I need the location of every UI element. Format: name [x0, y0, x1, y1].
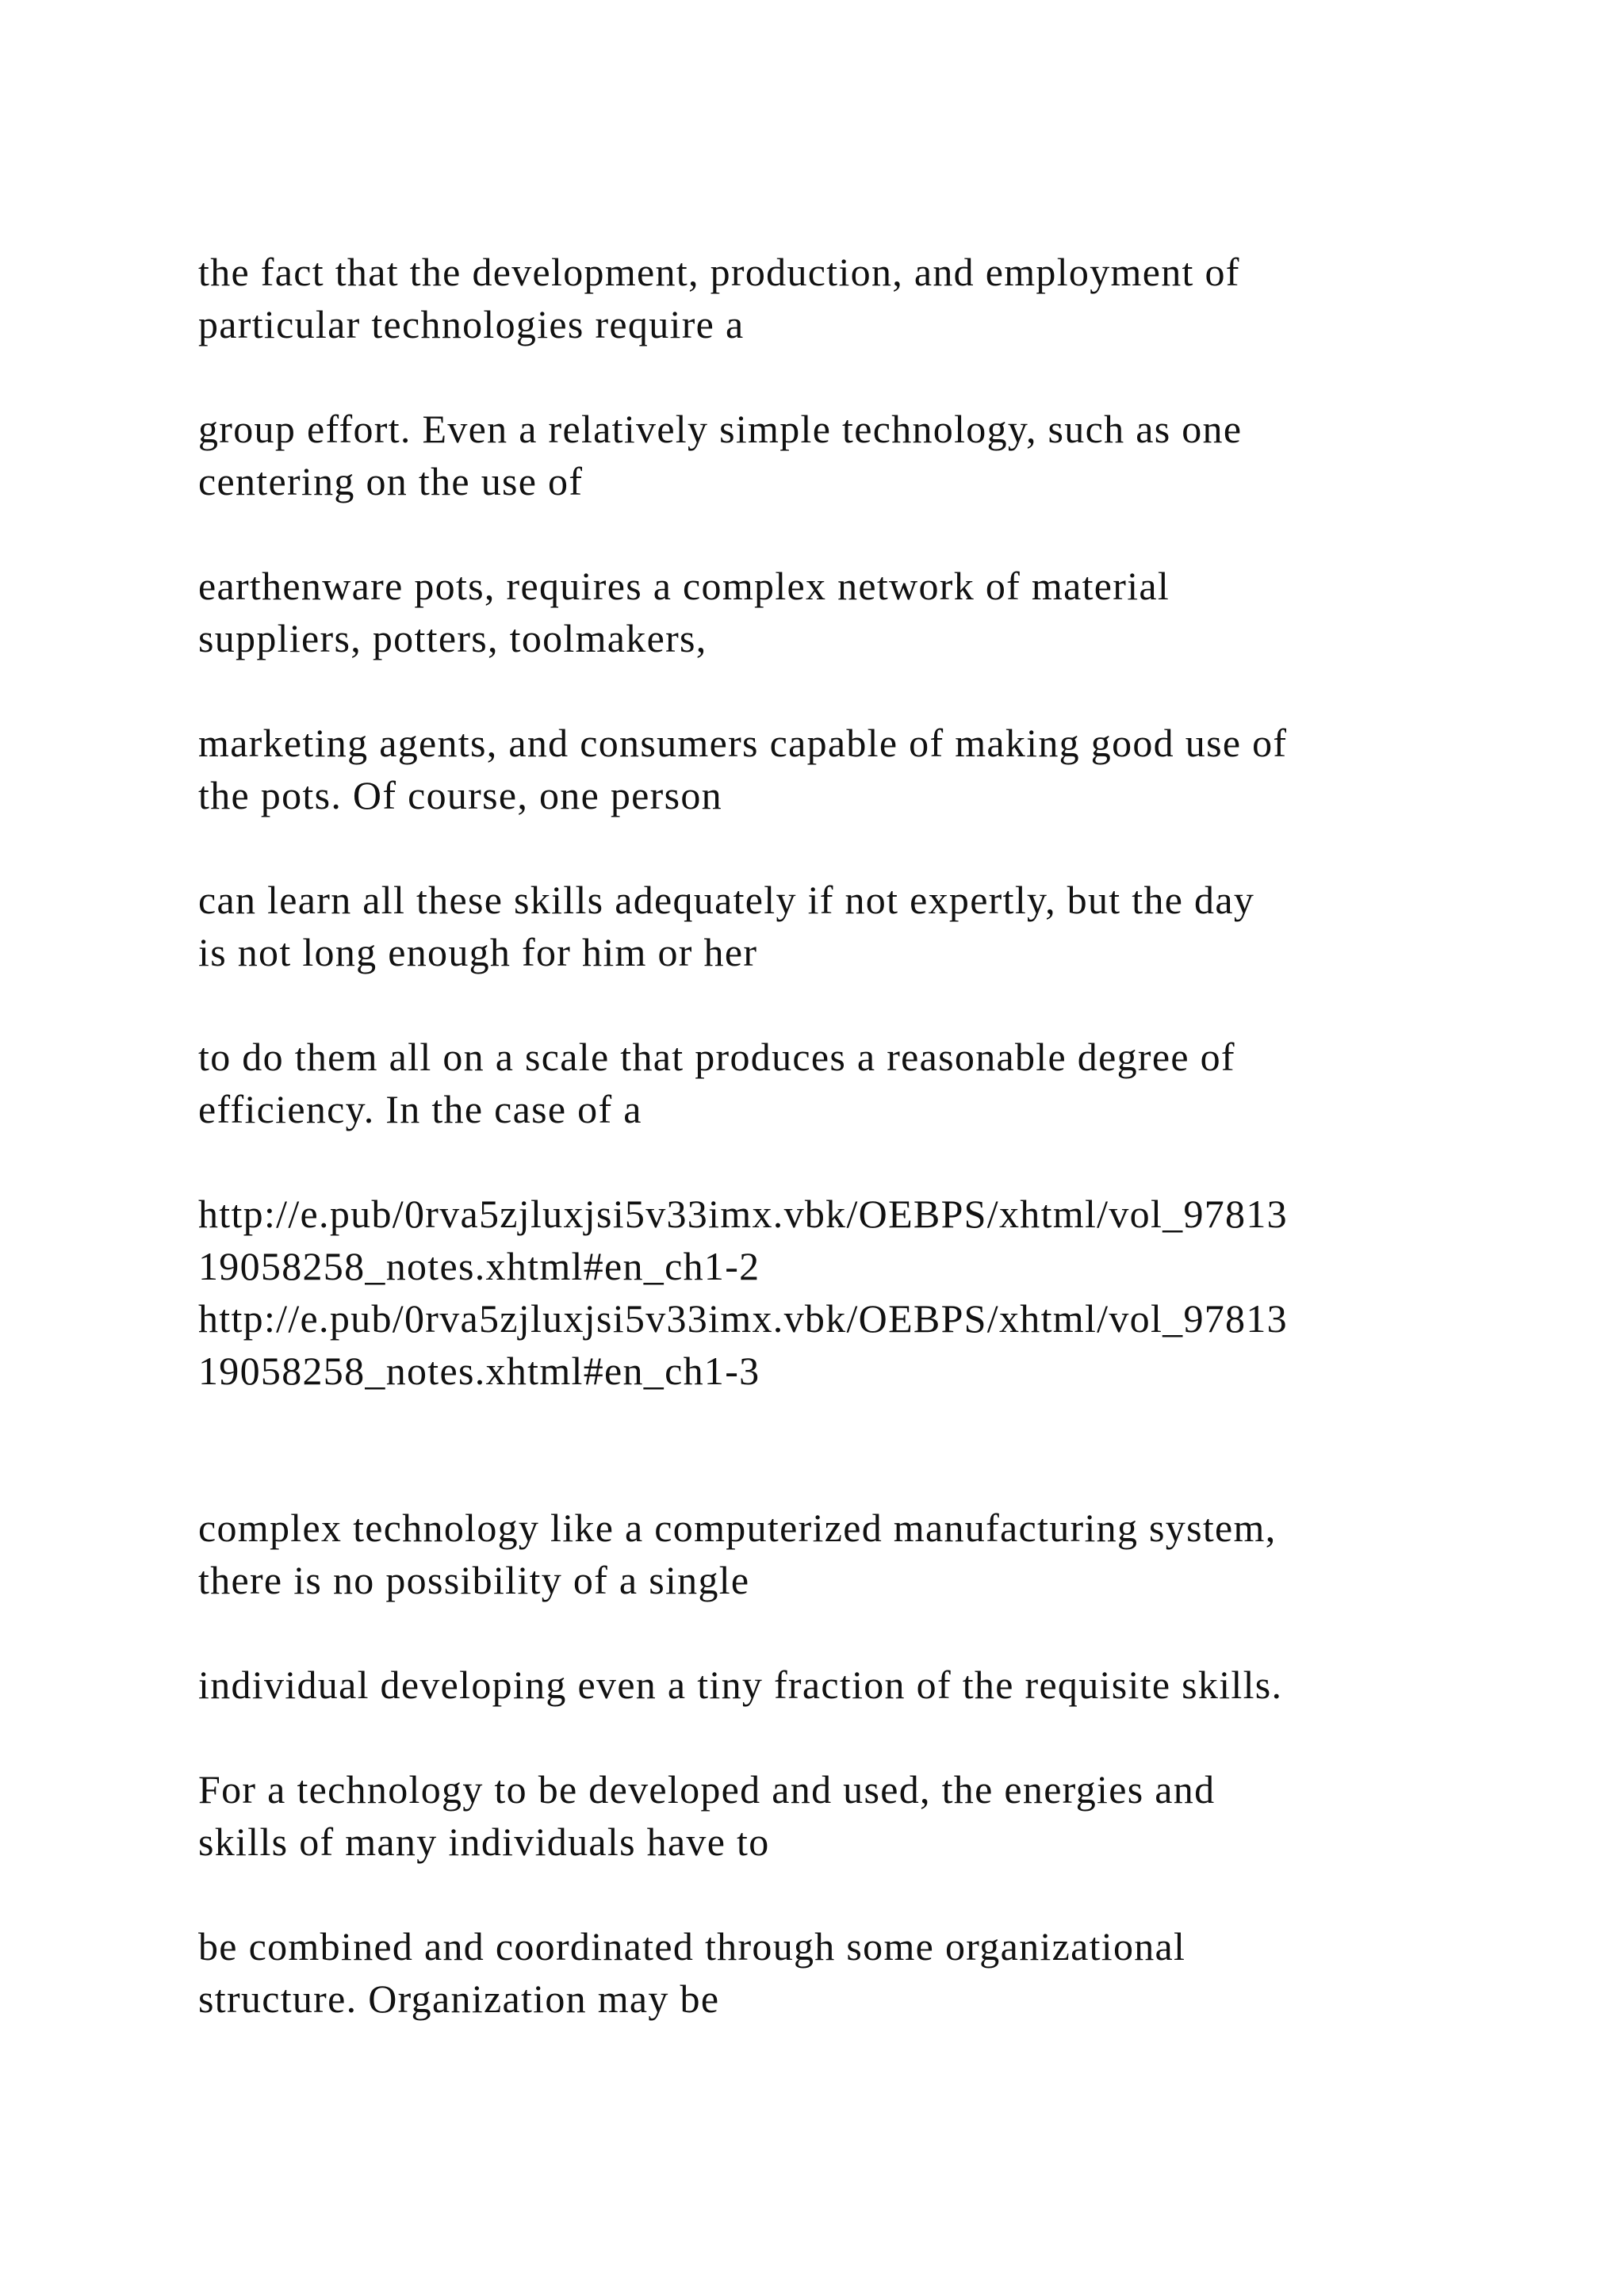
text-line: earthenware pots, requires a complex network of material	[198, 564, 1170, 608]
note-link-line: http://e.pub/0rva5zjluxjsi5v33imx.vbk/OEBPS/xhtml/vol_97813	[198, 1192, 1288, 1236]
text-line: skills of many individuals have to	[198, 1820, 770, 1864]
text-line: centering on the use of	[198, 459, 584, 503]
text-line: efficiency. In the case of a	[198, 1087, 642, 1131]
text-line: the fact that the development, production, and employment of	[198, 250, 1240, 294]
paragraph-2	[198, 403, 1507, 507]
text-line: For a technology to be developed and used, the energies and	[198, 1767, 1216, 1812]
text-line: be combined and coordinated through some organizational	[198, 1924, 1186, 1969]
paragraph-1	[198, 246, 1507, 350]
paragraph-4	[198, 717, 1507, 821]
text-line: suppliers, potters, toolmakers,	[198, 616, 707, 660]
text-line: there is no possibility of a single	[198, 1558, 750, 1602]
paragraph-8	[198, 1659, 1507, 1711]
text-line: marketing agents, and consumers capable of making good use of	[198, 721, 1288, 765]
paragraph-3	[198, 560, 1507, 664]
paragraph-5	[198, 874, 1507, 978]
paragraph-10	[198, 1920, 1507, 2025]
text-line: structure. Organization may be	[198, 1976, 720, 2021]
text-line: complex technology like a computerized manufacturing system,	[198, 1506, 1277, 1550]
text-line: group effort. Even a relatively simple technology, such as one	[198, 407, 1243, 451]
paragraph-7	[198, 1502, 1507, 1606]
document-body	[198, 246, 1507, 2077]
notes-links	[198, 1188, 1507, 1397]
note-link-line: http://e.pub/0rva5zjluxjsi5v33imx.vbk/OEBPS/xhtml/vol_97813	[198, 1296, 1288, 1341]
note-link-line: 19058258_notes.xhtml#en_ch1-2	[198, 1244, 760, 1288]
paragraph-9	[198, 1763, 1507, 1868]
text-line: to do them all on a scale that produces a reasonable degree of	[198, 1035, 1235, 1079]
text-line: can learn all these skills adequately if not expertly, but the day	[198, 878, 1255, 922]
text-line: individual developing even a tiny fraction of the requisite skills.	[198, 1663, 1283, 1707]
text-line: particular technologies require a	[198, 302, 745, 346]
text-line: is not long enough for him or her	[198, 930, 758, 974]
note-link-line: 19058258_notes.xhtml#en_ch1-3	[198, 1349, 760, 1393]
paragraph-6	[198, 1031, 1507, 1135]
text-line: the pots. Of course, one person	[198, 773, 722, 817]
